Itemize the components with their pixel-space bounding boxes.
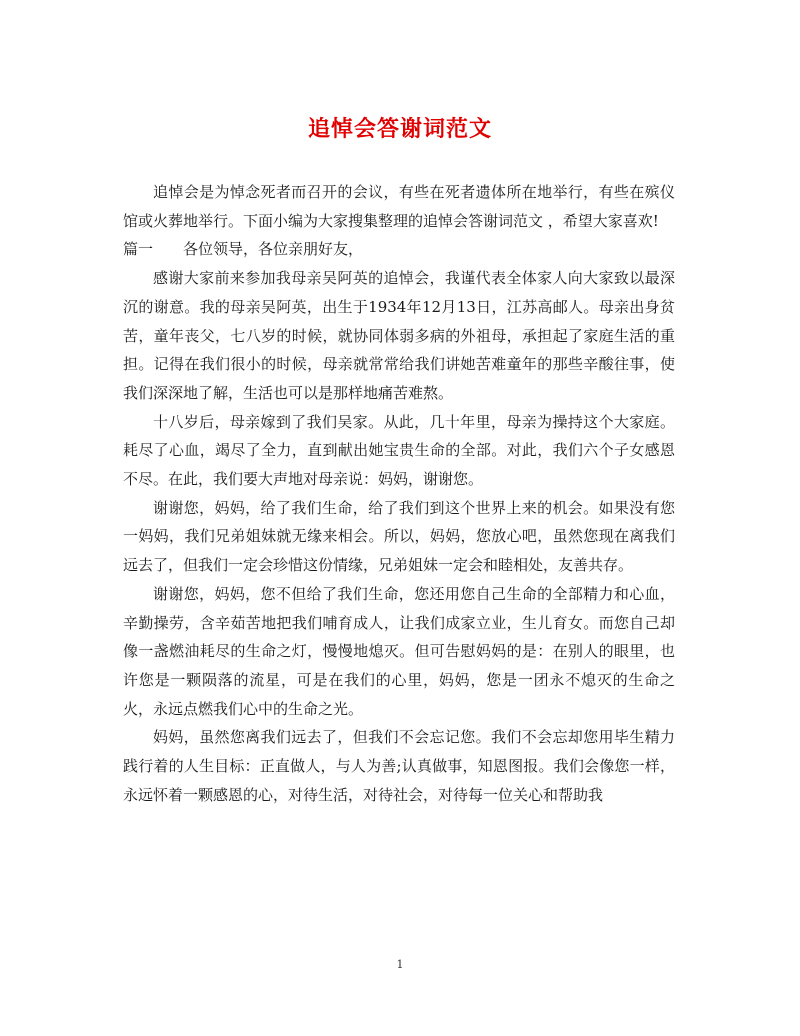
- page-number: 1: [396, 958, 404, 971]
- body-paragraph: 十八岁后，母亲嫁到了我们吴家。从此，几十年里，母亲为操持这个大家庭。耗尽了心血，竭尽了全力，直到献出她宝贵生命的全部。对此，我们六个子女感恩不尽。在此，我们要大声地对母亲说：妈妈，谢谢您。: [123, 412, 675, 489]
- document-body: [123, 178, 675, 809]
- body-paragraph: 妈妈，虽然您离我们远去了，但我们不会忘记您。我们不会忘却您用毕生精力践行着的人生目标：正直做人，与人为善;认真做事，知恩图报。我们会像您一样，永远怀着一颗感恩的心，对待生活，对待社会，对待每一位关心和帮助我: [123, 728, 675, 804]
- greeting-line: 篇一 各位领导，各位亲朋好友，: [123, 240, 364, 259]
- body-paragraph: 谢谢您，妈妈，给了我们生命，给了我们到这个世界上来的机会。如果没有您一妈妈，我们兄弟姐妹就无缘来相会。所以，妈妈，您放心吧，虽然您现在离我们远去了，但我们一定会珍惜这份情缘，兄弟姐妹一定会和睦相处，友善共存。: [123, 498, 675, 575]
- intro-paragraph: 追悼会是为悼念死者而召开的会议，有些在死者遗体所在地举行，有些在殡仪馆或火葬地举行。下面小编为大家搜集整理的追悼会答谢词范文 ，希望大家喜欢!: [123, 183, 675, 230]
- document-title: 追悼会答谢词范文: [307, 116, 492, 142]
- body-paragraph: 谢谢您，妈妈，您不但给了我们生命，您还用您自己生命的全部精力和心血，辛勤操劳，含辛茹苦地把我们哺育成人，让我们成家立业，生儿育女。而您自己却像一盏燃油耗尽的生命之灯，慢慢地熄灭。但可告慰妈妈的是：在别人的眼里，也许您是一颗陨落的流星，可是在我们的心里，妈妈，您是一团永不熄灭的生命之火，永远点燃我们心中的生命之光。: [123, 584, 675, 718]
- body-paragraph: 感谢大家前来参加我母亲吴阿英的追悼会，我谨代表全体家人向大家致以最深沉的谢意。我的母亲吴阿英，出生于1934年12月13日，江苏高邮人。母亲出身贫苦，童年丧父，七八岁的时候，就协同体弱多病的外祖母，承担起了家庭生活的重担。记得在我们很小的时候，母亲就常常给我们讲她苦难童年的那些辛酸往事，使我们深深地了解，生活也可以是那样地痛苦难熬。: [123, 269, 675, 402]
